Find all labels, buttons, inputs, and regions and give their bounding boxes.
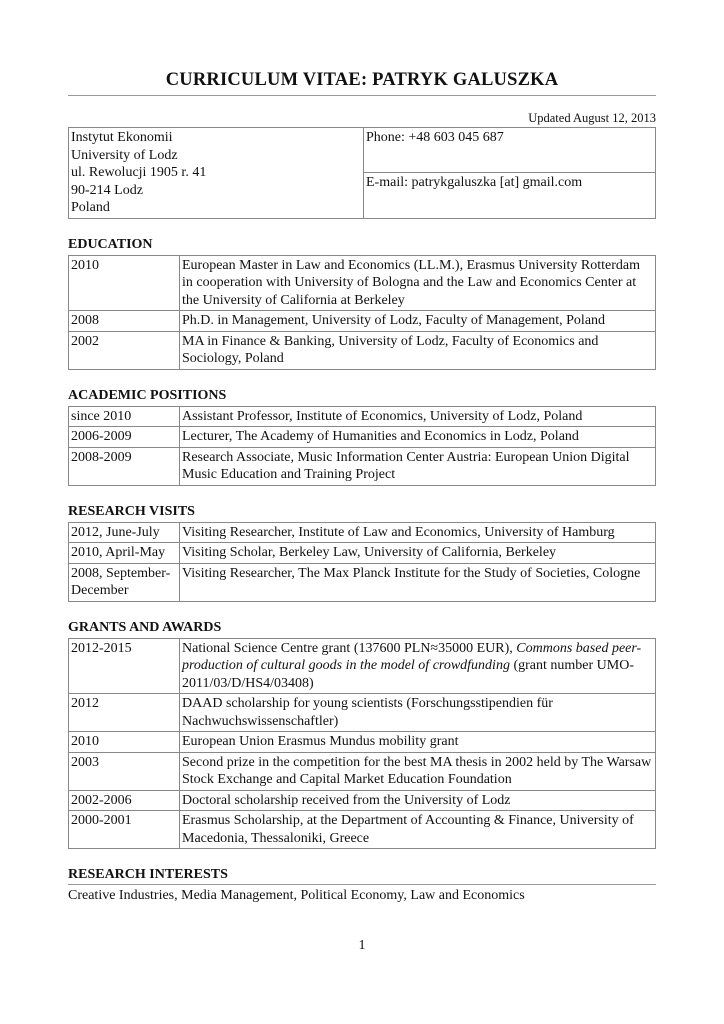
text-cell: Visiting Researcher, The Max Planck Institute for the Study of Societies, Cologne	[180, 563, 656, 601]
text-cell: DAAD scholarship for young scientists (Forschungsstipendien für Nachwuchswissenschaftler)	[180, 694, 656, 732]
date-cell: 2000-2001	[69, 811, 180, 849]
date-cell: 2012-2015	[69, 638, 180, 694]
positions-table	[68, 406, 656, 486]
date-cell: 2008-2009	[69, 447, 180, 485]
date-cell: 2008	[69, 311, 180, 332]
grants-section	[68, 619, 656, 850]
text-cell: European Union Erasmus Mundus mobility grant	[180, 732, 656, 753]
table-row	[69, 694, 656, 732]
page-number: 1	[358, 938, 366, 953]
date-cell: 2003	[69, 752, 180, 790]
interests-section	[68, 866, 656, 904]
text-cell: Visiting Researcher, Institute of Law and Economics, University of Hamburg	[180, 522, 656, 543]
positions-section	[68, 387, 656, 486]
contact-table	[68, 127, 656, 219]
cv-page	[68, 0, 656, 904]
table-row	[69, 331, 656, 369]
date-cell: 2008, September-December	[69, 563, 180, 601]
date-cell: since 2010	[69, 406, 180, 427]
table-row	[69, 447, 656, 485]
interests-text: Creative Industries, Media Management, Political Economy, Law and Economics	[68, 888, 525, 903]
address-line: Poland	[71, 200, 110, 215]
text-cell: Visiting Scholar, Berkeley Law, University of California, Berkeley	[180, 543, 656, 564]
address-line: 90-214 Lodz	[71, 182, 143, 198]
text-cell: Lecturer, The Academy of Humanities and Economics in Lodz, Poland	[180, 427, 656, 448]
table-row	[69, 752, 656, 790]
date-cell: 2010, April-May	[69, 543, 180, 564]
page-title: CURRICULUM VITAE: PATRYK GALUSZKA	[68, 70, 656, 96]
table-row	[69, 732, 656, 753]
updated-date: Updated August 12, 2013	[528, 111, 656, 125]
address-line: ul. Rewolucji 1905 r. 41	[71, 165, 207, 180]
text-cell: Research Associate, Music Information Center Austria: European Union Digital Music Education and Training Project	[180, 447, 656, 485]
visits-table	[68, 522, 656, 602]
text-cell: MA in Finance & Banking, University of Lodz, Faculty of Economics and Sociology, Poland	[180, 331, 656, 369]
address-line: University of Lodz	[71, 147, 178, 163]
date-cell: 2002-2006	[69, 790, 180, 811]
table-row	[69, 406, 656, 427]
section-heading: RESEARCH INTERESTS	[68, 866, 656, 885]
address-cell	[69, 128, 364, 219]
section-heading: GRANTS AND AWARDS	[68, 619, 222, 635]
table-row	[69, 255, 656, 311]
table-row	[69, 638, 656, 694]
date-cell: 2012	[69, 694, 180, 732]
text-cell: Ph.D. in Management, University of Lodz, Faculty of Management, Poland	[180, 311, 656, 332]
text-cell: Erasmus Scholarship, at the Department of Accounting & Finance, University of Macedonia, Thessaloniki, Greece	[180, 811, 656, 849]
phone-cell: Phone: +48 603 045 687	[364, 128, 656, 173]
table-row	[69, 543, 656, 564]
grant-project-title: Commons based peer-production of cultural goods in the model of crowdfunding	[182, 640, 642, 673]
text-cell: Doctoral scholarship received from the University of Lodz	[180, 790, 656, 811]
table-row	[69, 311, 656, 332]
visits-section	[68, 503, 656, 602]
date-cell: 2002	[69, 331, 180, 369]
grant-text-pre: National Science Centre grant (137600 PLN≈35000 EUR),	[182, 640, 517, 656]
education-table	[68, 255, 656, 370]
table-row	[69, 811, 656, 849]
email-cell: E-mail: patrykgaluszka [at] gmail.com	[364, 173, 656, 218]
grant-text-post: (grant number UMO-2011/03/D/HS4/03408)	[182, 658, 634, 691]
text-cell: European Master in Law and Economics (LL.M.), Erasmus University Rotterdam in cooperation with University of Bologna and the Law and Economics Center at the University of California at Berkeley	[180, 255, 656, 311]
education-section	[68, 236, 656, 370]
address-line: Instytut Ekonomii	[71, 130, 173, 145]
date-cell: 2010	[69, 732, 180, 753]
text-cell: Second prize in the competition for the best MA thesis in 2002 held by The Warsaw Stock Exchange and Capital Market Education Foundation	[180, 752, 656, 790]
text-cell	[180, 638, 656, 694]
table-row	[69, 522, 656, 543]
date-cell: 2006-2009	[69, 427, 180, 448]
date-cell: 2010	[69, 255, 180, 311]
grants-table	[68, 638, 656, 850]
section-heading: RESEARCH VISITS	[68, 503, 195, 519]
table-row	[69, 427, 656, 448]
text-cell: Assistant Professor, Institute of Economics, University of Lodz, Poland	[180, 406, 656, 427]
section-heading: EDUCATION	[68, 236, 153, 252]
table-row	[69, 790, 656, 811]
date-cell: 2012, June-July	[69, 522, 180, 543]
table-row	[69, 563, 656, 601]
section-heading: ACADEMIC POSITIONS	[68, 387, 227, 403]
